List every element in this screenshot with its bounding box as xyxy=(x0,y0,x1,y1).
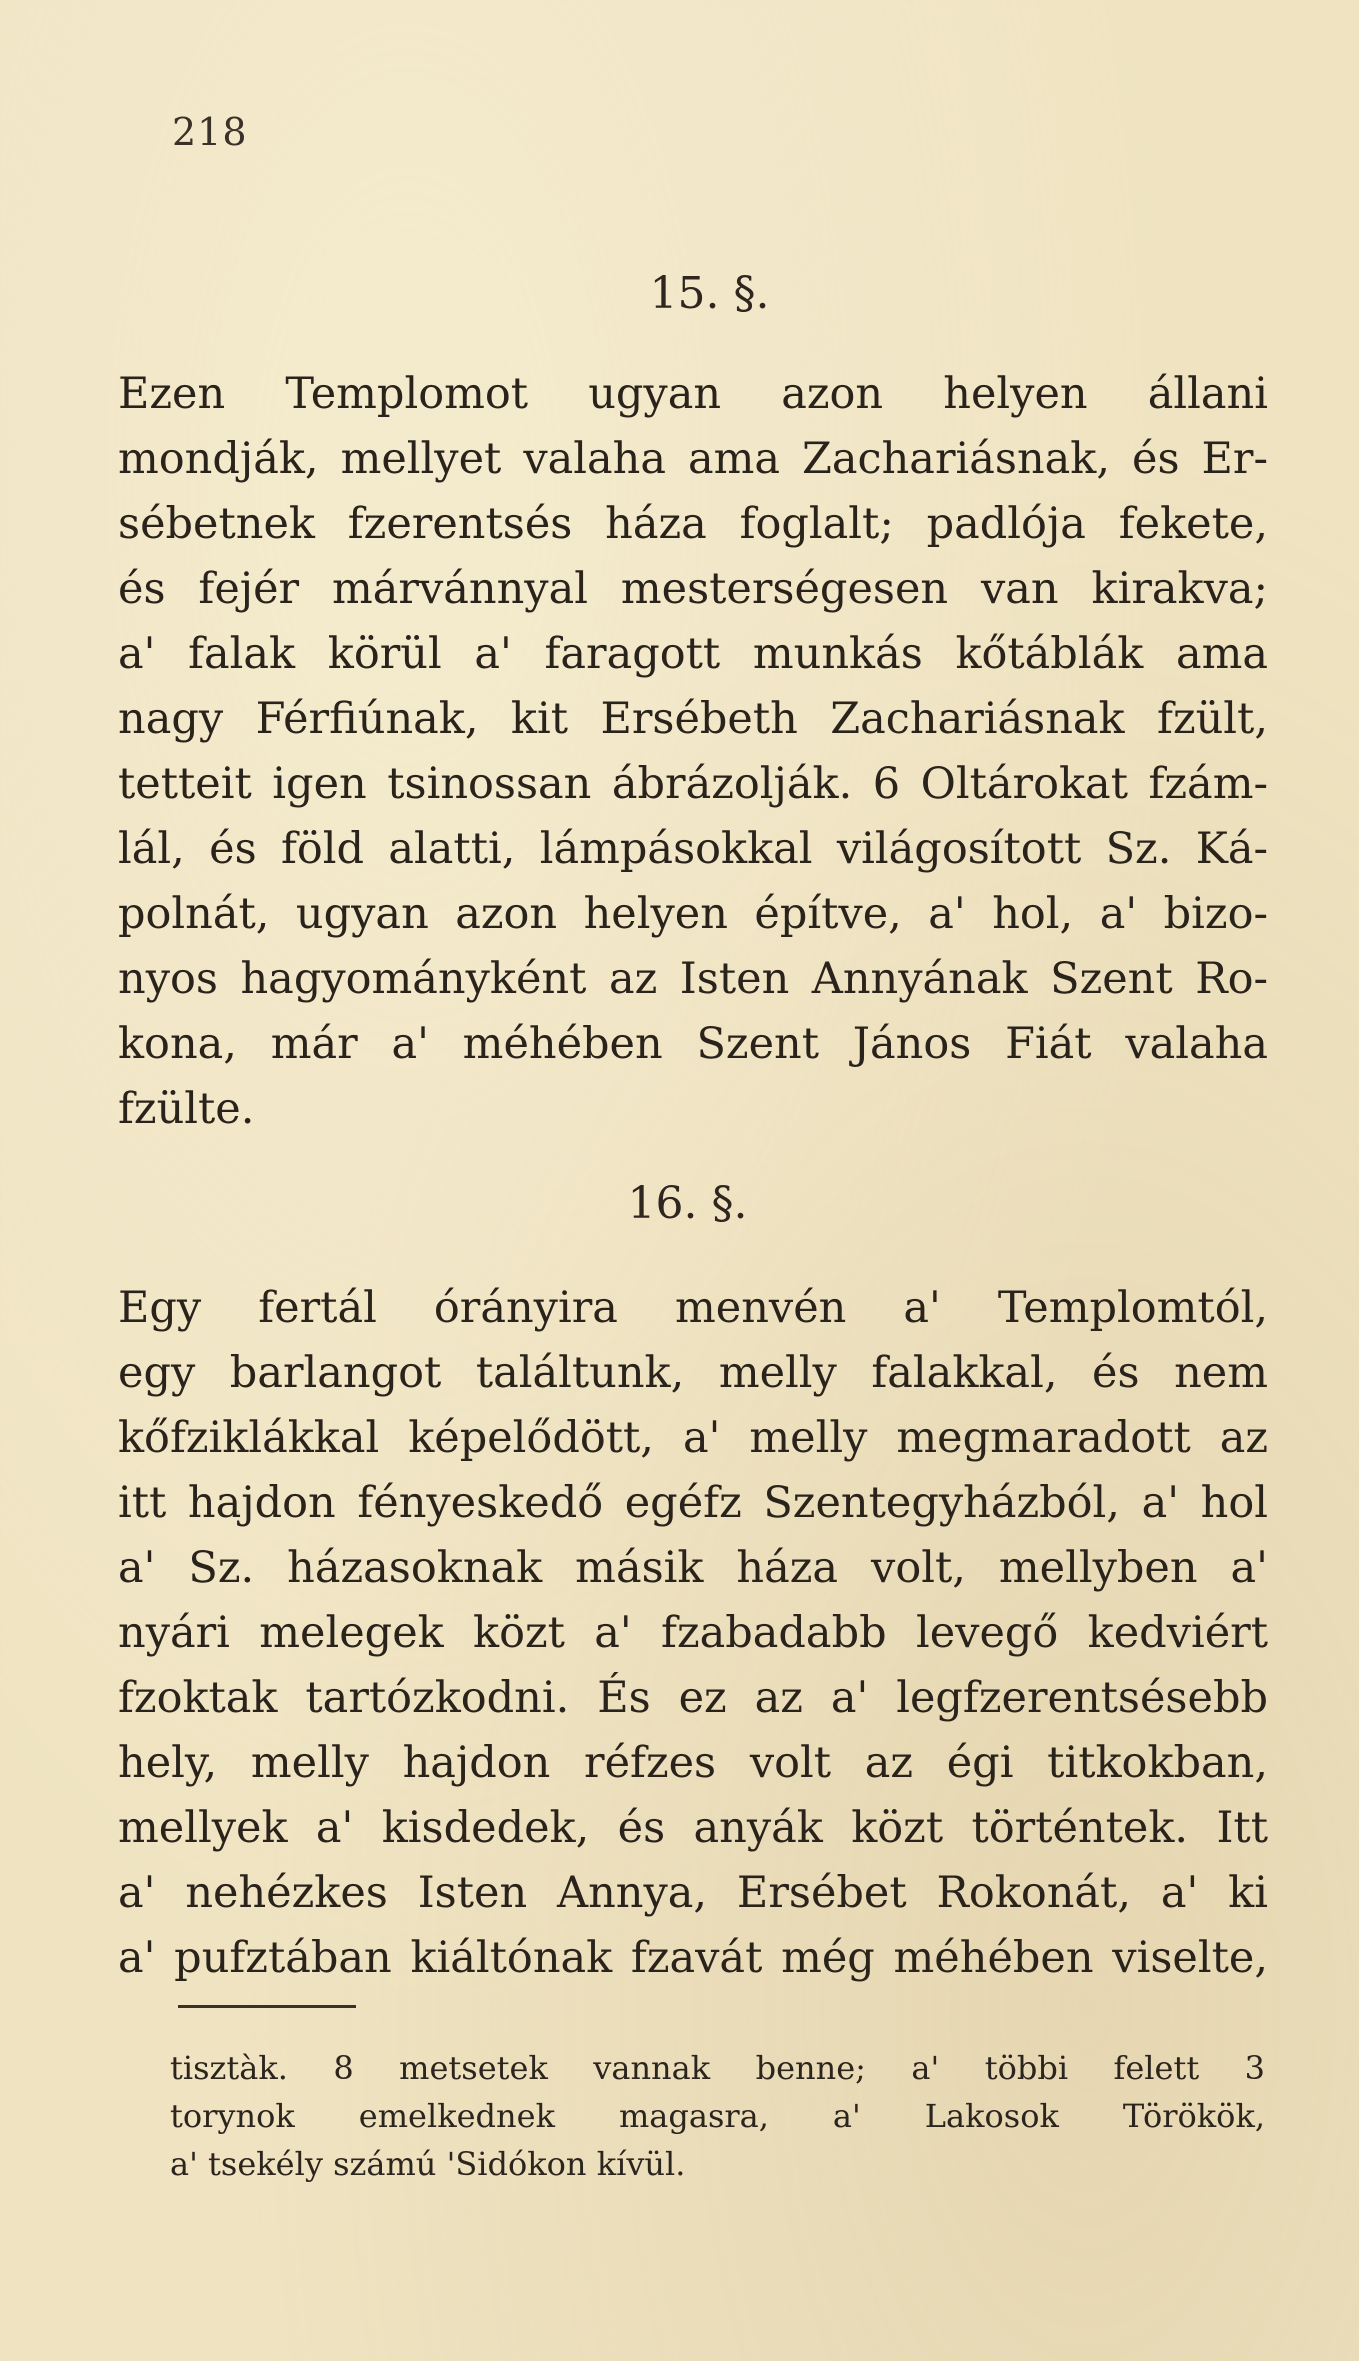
text-line: a' falak körül a' faragott munkás kőtáblák ama xyxy=(118,629,1268,679)
text-line: fzülte. xyxy=(118,1084,255,1134)
paragraph-section-16 xyxy=(118,1276,1268,1991)
text-line: kőfziklákkal képelődött, a' melly megmaradott az xyxy=(118,1413,1268,1463)
text-line: a' Sz. házasoknak másik háza volt, mellyben a' xyxy=(118,1543,1268,1593)
text-line: polnát, ugyan azon helyen építve, a' hol, a' bizo- xyxy=(118,889,1268,939)
page-number: 218 xyxy=(172,110,248,154)
footnote-line: tisztàk. 8 metsetek vannak benne; a' többi felett 3 xyxy=(170,2049,1265,2087)
footnote-line: torynok emelkednek magasra, a' Lakosok Törökök, xyxy=(170,2097,1265,2135)
text-line: Ezen Templomot ugyan azon helyen állani xyxy=(118,369,1268,419)
text-line: a' pufztában kiáltónak fzavát még méhében viselte, xyxy=(118,1933,1268,1983)
text-line: nyos hagyományként az Isten Annyának Szent Ro- xyxy=(118,954,1268,1004)
text-line: egy barlangot találtunk, melly falakkal, és nem xyxy=(118,1348,1268,1398)
text-line: kona, már a' méhében Szent János Fiát valaha xyxy=(118,1019,1268,1069)
text-line: nyári melegek közt a' fzabadabb levegő kedviért xyxy=(118,1608,1268,1658)
text-line: tetteit igen tsinossan ábrázolják. 6 Oltárokat fzám- xyxy=(118,759,1268,809)
text-line: és fejér márvánnyal mesterségesen van kirakva; xyxy=(118,564,1268,614)
text-line: hely, melly hajdon réfzes volt az égi titkokban, xyxy=(118,1738,1268,1788)
text-line: mondják, mellyet valaha ama Zachariásnak, és Er- xyxy=(118,434,1268,484)
text-line: itt hajdon fényeskedő egéfz Szentegyházból, a' hol xyxy=(118,1478,1268,1528)
text-line: nagy Férfiúnak, kit Ersébeth Zachariásnak fzült, xyxy=(118,694,1268,744)
section-heading-15: 15. §. xyxy=(649,268,770,319)
text-line: a' nehézkes Isten Annya, Ersébet Rokonát, a' ki xyxy=(118,1868,1268,1918)
text-line: mellyek a' kisdedek, és anyák közt történtek. Itt xyxy=(118,1803,1268,1853)
paragraph-section-15 xyxy=(118,362,1268,1142)
footnote-divider xyxy=(178,2005,356,2008)
section-heading-16: 16. §. xyxy=(627,1178,748,1229)
text-line: fzoktak tartózkodni. És ez az a' legfzerentsésebb xyxy=(118,1673,1268,1723)
text-line: sébetnek fzerentsés háza foglalt; padlója fekete, xyxy=(118,499,1268,549)
footnote xyxy=(170,2044,1265,2188)
text-line: lál, és föld alatti, lámpásokkal világosított Sz. Ká- xyxy=(118,824,1268,874)
footnote-line: a' tsekély számú 'Sidókon kívül. xyxy=(170,2145,686,2183)
text-line: Egy fertál órányira menvén a' Templomtól, xyxy=(118,1283,1268,1333)
